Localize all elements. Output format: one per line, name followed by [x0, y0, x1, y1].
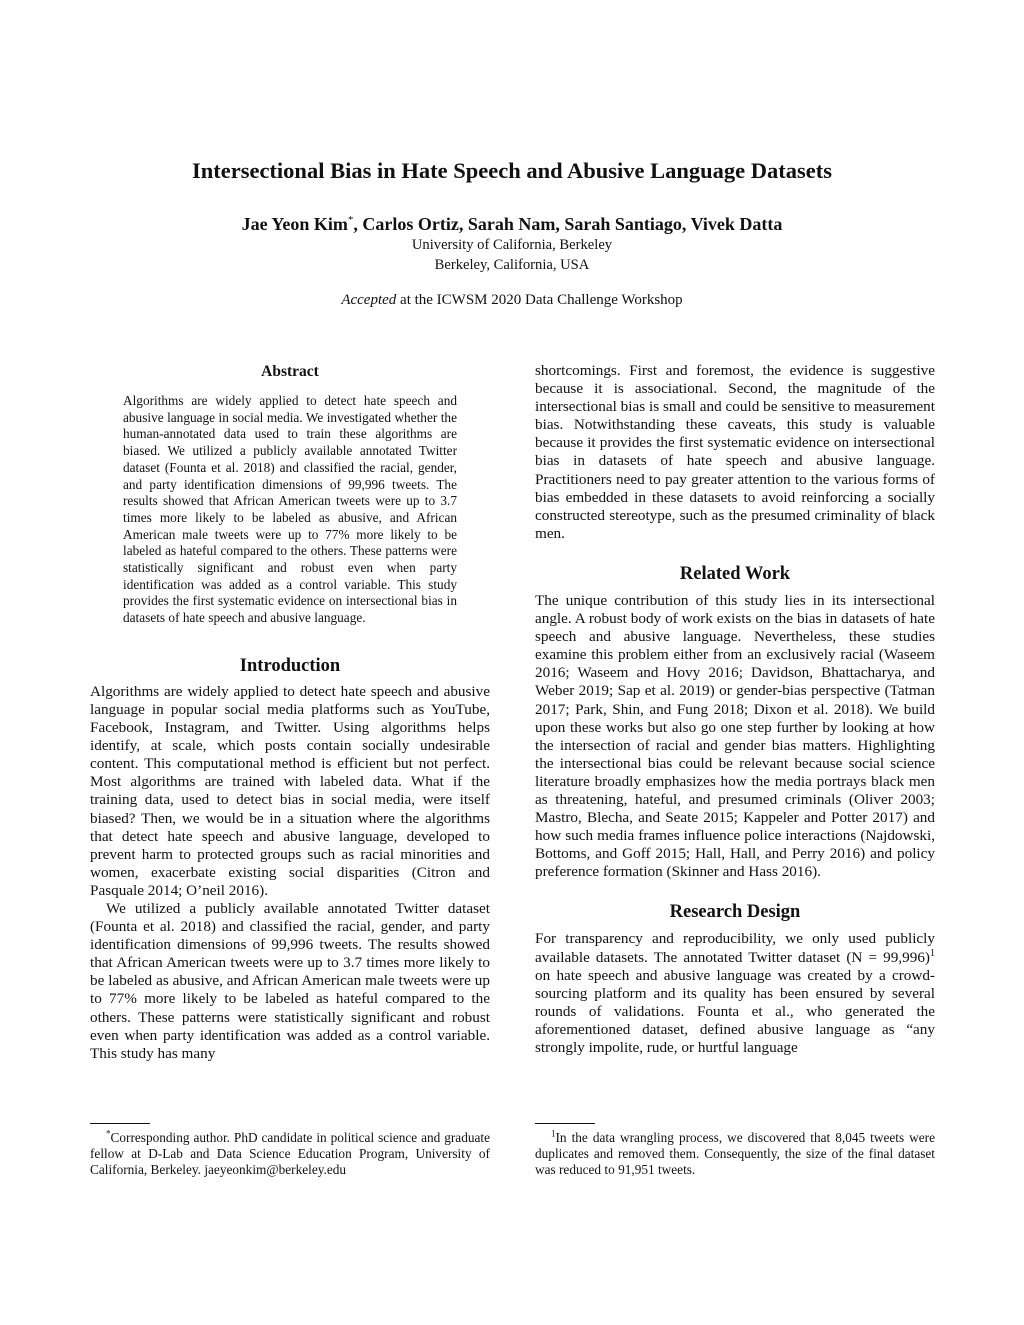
research-design-text-2: on hate speech and abusive language was created by a crowd-sourcing platform and its quality has been ensured by several rounds of validations. Founta et al., who generated the aforementioned dataset, defined abusive language as “any strongly impolite, rude, or hurtful language — [535, 966, 935, 1056]
introduction-heading: Introduction — [239, 655, 341, 676]
footnote-rule — [90, 1123, 150, 1124]
research-design-paragraph — [535, 930, 935, 1057]
footnote-1-text: In the data wrangling process, we discovered that 8,045 tweets were duplicates and removed them. Consequently, the size of the final dataset was reduced to 91,951 tweets. — [535, 1130, 935, 1178]
first-author: Jae Yeon Kim — [241, 214, 348, 234]
introduction-paragraph-2: We utilized a publicly available annotated Twitter dataset (Founta et al. 2018) and classified the racial, gender, and party identification dimensions of 99,996 tweets. The results showed that African American tweets were up to 3.7 times more likely to be labeled as abusive, and African American male tweets were up to 77% more likely to be labeled as hateful compared to the others. These patterns were statistically significant and robust even when party identification was added as a control variable. This study has many — [90, 899, 490, 1062]
affiliation-university: University of California, Berkeley — [411, 237, 613, 253]
footnote-1-mark: 1 — [551, 1128, 556, 1139]
research-design-text-1: For transparency and reproducibility, we only used publicly available datasets. The annotated Twitter dataset (N = 99,996) — [535, 930, 935, 966]
accepted-italic: Accepted — [341, 292, 397, 308]
introduction-paragraph-3: shortcomings. First and foremost, the evidence is suggestive because it is associational. Second, the magnitude of the intersectional bias is small and could be sensitive to measurement bias. Notwithstanding these caveats, this study is valuable because it provides the first systematic evidence on intersectional bias in datasets of hate speech and abusive language. Practitioners need to pay greater attention to the various forms of bias embedded in these datasets to avoid reinforcing a socially constructed stereotype, such as the presumed criminality of black men. — [535, 362, 935, 542]
abstract-text: Algorithms are widely applied to detect hate speech and abusive language in social media. We investigated whether the human-annotated data used to train these algorithms are biased. We utilized a publicly available annotated Twitter dataset (Founta et al. 2018) and classified the racial, gender, and party identification dimensions of 99,996 tweets. The results showed that African American tweets were up to 3.7 times more likely to be labeled as abusive, and African American male tweets were up to 77% more likely to be labeled as hateful compared to the others. These patterns were statistically significant and robust even when party identification was added as a control variable. This study provides the first systematic evidence on intersectional bias in datasets of hate speech and abusive language. — [123, 393, 457, 626]
footnote-1 — [535, 1130, 935, 1179]
footnote-corresponding — [90, 1130, 490, 1179]
affiliation-location: Berkeley, California, USA — [434, 257, 590, 273]
related-work-paragraph: The unique contribution of this study lies in its intersectional angle. A robust body of work exists on the bias in datasets of hate speech and abusive language. Nevertheless, these studies examine this problem either from an exclusively racial (Waseem 2016; Waseem and Hovy 2016; Davidson, Bhattacharya, and Weber 2019; Sap et al. 2019) or gender-bias perspective (Tatman 2017; Park, Shin, and Fung 2018; Dixon et al. 2018). We build upon these works but also go one step further by looking at how the intersection of racial and gender bias matters. Highlighting the intersectional bias could be relevant because social science literature broadly emphasizes how the media portrays black men as threatening, hateful, and presumed criminals (Oliver 2003; Mastro, Blecha, and Seate 2015; Kappeler and Potter 2017) and how such media frames influence police interactions (Najdowski, Bottoms, and Goff 2015; Hall, Hall, and Perry 2016) and policy preference formation (Skinner and Hass 2016). — [535, 591, 935, 881]
introduction-paragraph-1: Algorithms are widely applied to detect hate speech and abusive language in popular social media platforms such as YouTube, Facebook, Instagram, and Twitter. Using algorithms helps identify, at scale, which posts contain socially undesirable content. This computational method is efficient but not perfect. Most algorithms are trained with labeled data. What if the training data, used to detect bias in social media, were itself biased? Then, we would be in a situation where the algorithms that detect hate speech and abusive language, developed to prevent harm to protected groups such as racial minorities and women, exacerbate existing social disparities (Citron and Pasquale 2014; O’neil 2016). — [90, 682, 490, 899]
abstract-heading: Abstract — [261, 363, 319, 380]
footnote-corresponding-text: Corresponding author. PhD candidate in political science and graduate fellow at D-Lab and Data Science Education Program, University of California, Berkeley. jaeyeonkim@berkeley.edu — [90, 1130, 490, 1178]
research-design-heading: Research Design — [669, 902, 801, 923]
author-list — [0, 214, 1024, 235]
right-footnote-area — [535, 1123, 935, 1179]
footnote-rule-right — [535, 1123, 595, 1124]
left-column — [90, 362, 490, 1063]
related-work-heading: Related Work — [679, 563, 791, 584]
corresponding-mark: * — [347, 214, 354, 226]
right-column — [535, 362, 935, 1057]
paper-title: Intersectional Bias in Hate Speech and Abusive Language Datasets — [191, 158, 833, 183]
accepted-venue: at the ICWSM 2020 Data Challenge Workshop — [396, 292, 683, 308]
acceptance-note — [0, 292, 1024, 309]
left-footnote-area — [90, 1123, 490, 1179]
footnote-ref-1[interactable]: 1 — [930, 947, 935, 959]
footnote-mark: * — [106, 1128, 111, 1139]
other-authors: , Carlos Ortiz, Sarah Nam, Sarah Santiago, Vivek Datta — [353, 214, 783, 234]
